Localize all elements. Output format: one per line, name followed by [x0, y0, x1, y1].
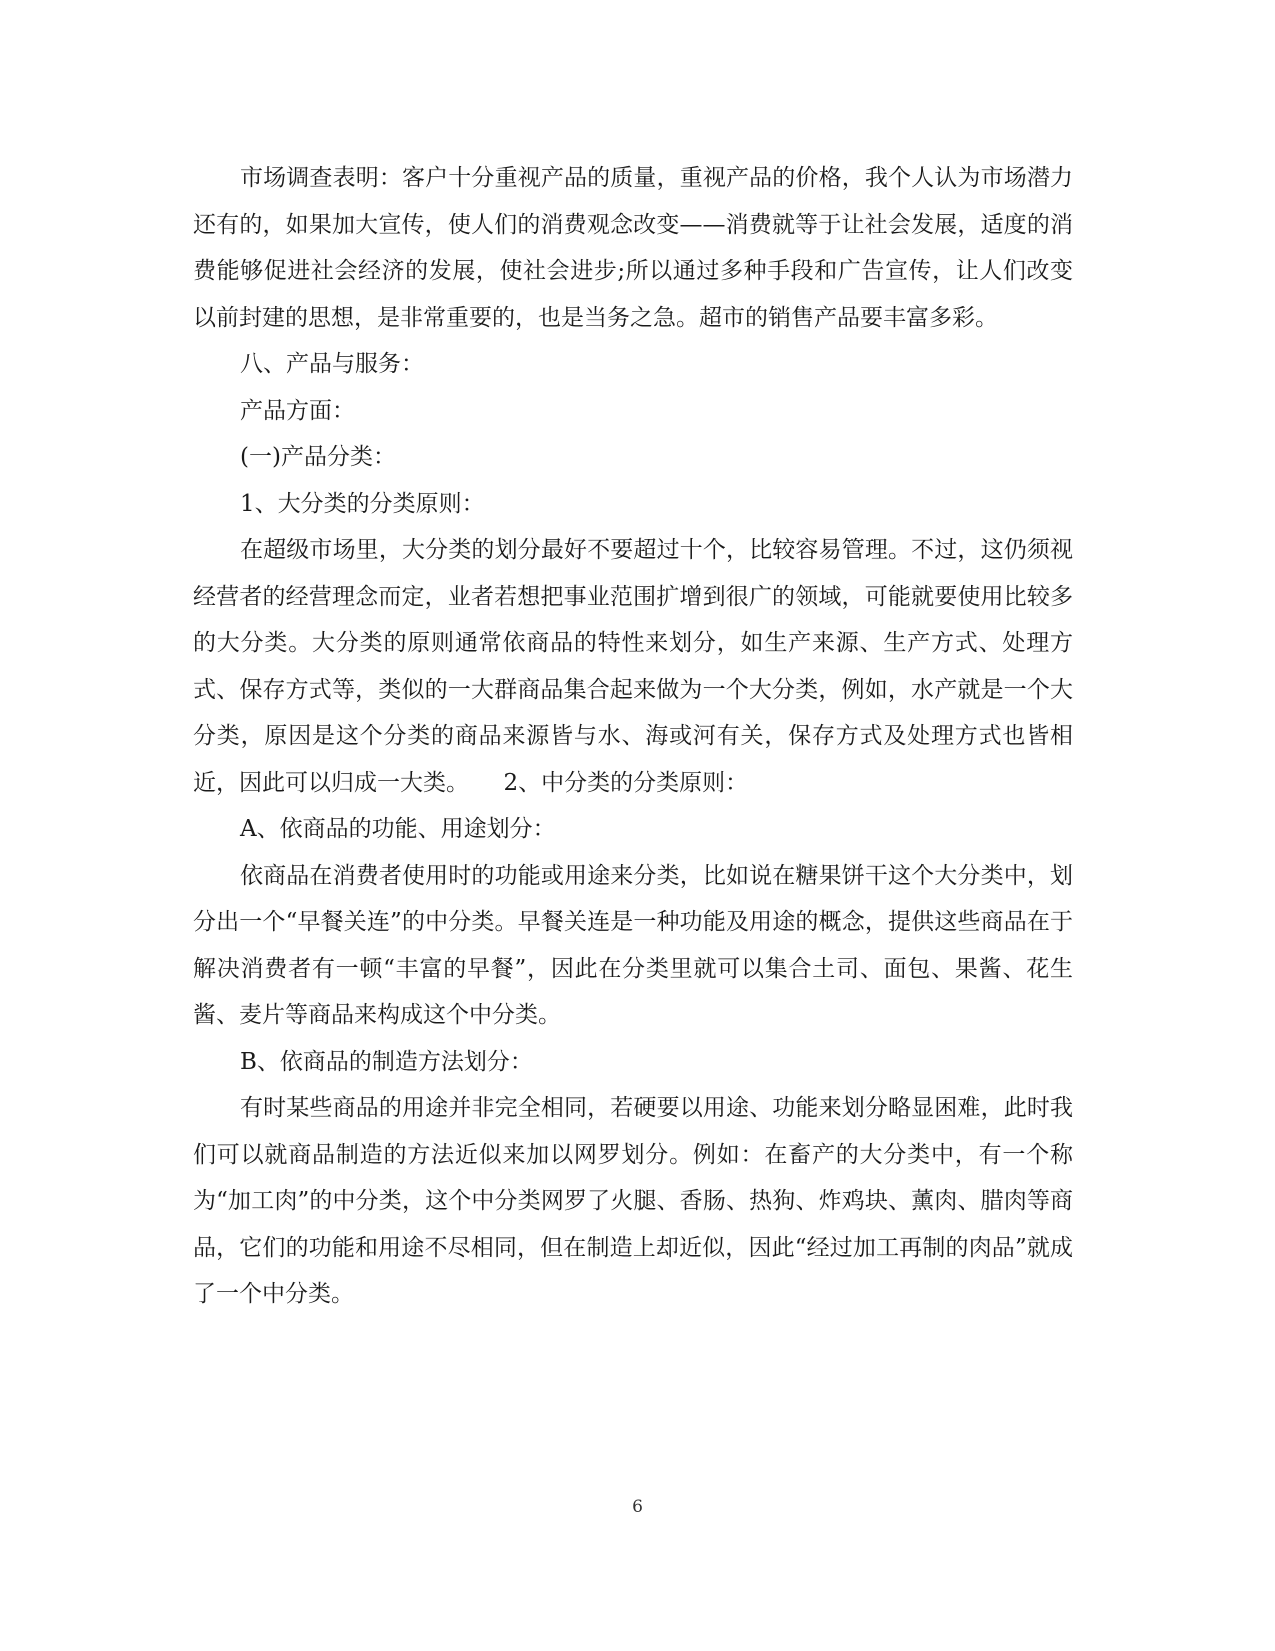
heading-manufacturing-method: B、依商品的制造方法划分： — [240, 1048, 533, 1075]
paragraph-manufacturing-method: 有时某些商品的用途并非完全相同，若硬要以用途、功能来划分略显困难，此时我们可以就商品制造的方法近似来加以网罗划分。例如：在畜产的大分类中，有一个称为“加工肉”的中分类，这个中分类网罗了火腿、香肠、热狗、炸鸡块、薰肉、腊肉等商品，它们的功能和用途不尽相同，但在制造上却近似，因此“经过加工再制的肉品”就成了一个中分类。 — [193, 1095, 1073, 1307]
paragraph-major-category: 在超级市场里，大分类的划分最好不要超过十个，比较容易管理。不过，这仍须视经营者的经营理念而定，业者若想把事业范围扩增到很广的领域，可能就要使用比较多的大分类。大分类的原则通常依商品的特性来划分，如生产来源、生产方式、处理方式、保存方式等，类似的一大群商品集合起来做为一个大分类，例如，水产就是一个大分类，原因是这个分类的商品来源皆与水、海或河有关，保存方式及处理方式也皆相近，因此可以归成一大类。 2、中分类的分类原则： — [193, 537, 1073, 796]
heading-product-aspect: 产品方面： — [240, 397, 355, 424]
heading-product-classification: (一)产品分类： — [240, 444, 396, 470]
paragraph-function-usage: 依商品在消费者使用时的功能或用途来分类，比如说在糖果饼干这个大分类中，划分出一个“早餐关连”的中分类。早餐关连是一种功能及用途的概念，提供这些商品在于解决消费者有一顿“丰富的早餐”，因此在分类里就可以集合土司、面包、果酱、花生酱、麦片等商品来构成这个中分类。 — [193, 862, 1073, 1028]
heading-function-usage: A、依商品的功能、用途划分： — [240, 816, 556, 842]
page-number: 6 — [632, 1497, 643, 1517]
heading-major-category-principle: 1、大分类的分类原则： — [240, 490, 485, 517]
heading-products-services: 八、产品与服务： — [240, 351, 424, 377]
page-body — [193, 155, 1073, 1318]
paragraph-market-survey: 市场调查表明：客户十分重视产品的质量，重视产品的价格，我个人认为市场潜力还有的，如果加大宣传，使人们的消费观念改变——消费就等于让社会发展，适度的消费能够促进社会经济的发展，使社会进步;所以通过多种手段和广告宣传，让人们改变以前封建的思想，是非常重要的，也是当务之急。超市的销售产品要丰富多彩。 — [193, 165, 1073, 331]
